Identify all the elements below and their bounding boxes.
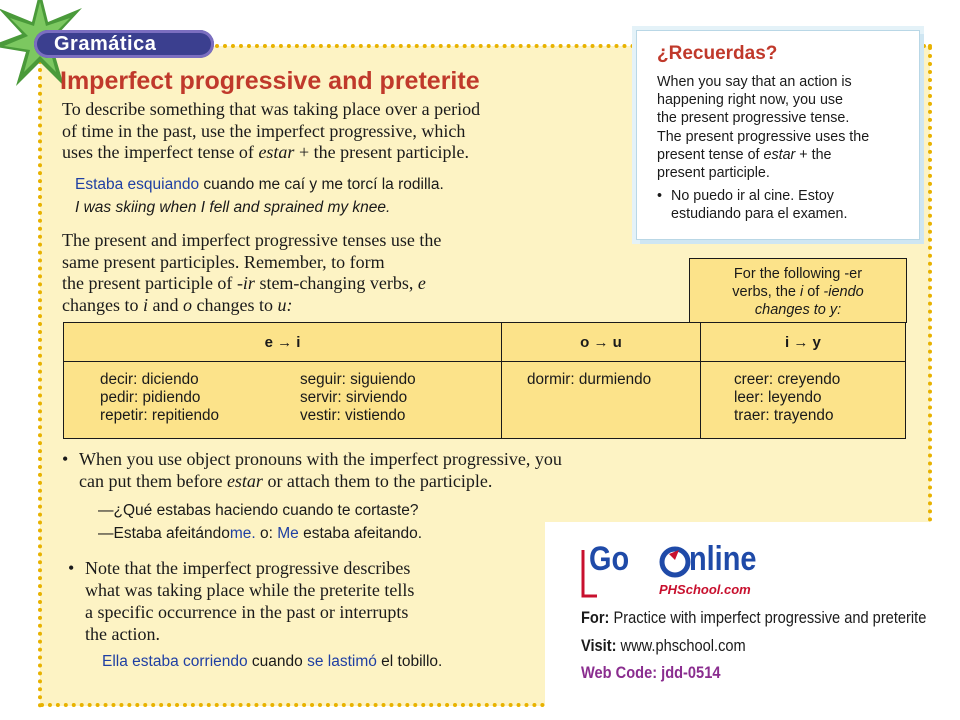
e-i-column-2 <box>300 371 500 425</box>
verb-entry: vestir: vistiendo <box>300 407 406 424</box>
intro-line-1: To describe something that was taking place over a period <box>62 99 481 119</box>
table-row <box>64 362 906 439</box>
para2-text: changes to <box>62 294 143 315</box>
intro-text: + the present participle. <box>294 142 470 162</box>
para2-italic: u: <box>277 294 293 315</box>
table-cell-o-u <box>502 362 701 439</box>
para2-line-2: same present participles. Remember, to form <box>62 251 385 272</box>
intro-text: uses the imperfect tense of <box>62 142 259 162</box>
example-preterite <box>102 653 442 671</box>
bullet-point-1 <box>62 448 562 492</box>
recuerdas-line: The present progressive uses the <box>657 128 870 145</box>
visit-url: www.phschool.com <box>616 636 746 655</box>
bullet1-text: can put them before <box>79 471 227 491</box>
dialogue-text: o: <box>255 525 278 542</box>
table-header-row <box>64 323 906 362</box>
verb-entry: repetir: repitiendo <box>100 407 220 424</box>
bullet1-line-1: When you use object pronouns with the imperfect progressive, you <box>79 449 562 469</box>
go-online-for <box>581 608 926 628</box>
verb-entry: seguir: siguiendo <box>300 371 416 388</box>
go-online-visit[interactable] <box>581 636 746 656</box>
para2-text: changes to <box>192 294 278 315</box>
for-label: For: <box>581 608 610 627</box>
verb-entry: pedir: pidiendo <box>100 389 201 406</box>
note-text: verbs, the <box>732 284 800 300</box>
example-highlight: Estaba esquiando <box>75 176 200 193</box>
para2-line-4 <box>62 295 441 317</box>
dialogue-answer <box>98 525 422 543</box>
para2-italic: -ir <box>236 273 255 293</box>
bullet-point-2 <box>68 557 414 645</box>
example-text: el tobillo. <box>376 653 443 670</box>
for-text: Practice with imperfect progressive and preterite <box>609 608 927 627</box>
recuerdas-line: present participle. <box>657 165 770 182</box>
page-title: Imperfect progressive and preterite <box>60 67 480 95</box>
recuerdas-example-line: estudiando para el examen. <box>671 206 848 223</box>
intro-paragraph <box>62 99 480 164</box>
dotted-border-right <box>928 46 932 522</box>
go-online-box <box>545 522 960 720</box>
bullet2-line-4: the action. <box>85 624 160 644</box>
recuerdas-title: ¿Recuerdas? <box>657 43 778 64</box>
bullet-icon: • <box>657 188 663 204</box>
recuerdas-box <box>636 30 920 240</box>
e-i-column-1 <box>100 371 300 425</box>
section-label: Gramática <box>54 33 157 55</box>
example-highlight: Ella estaba corriendo <box>102 653 248 670</box>
para2-line-3 <box>62 273 441 295</box>
example-text: cuando <box>247 653 308 670</box>
note-text: of <box>803 284 824 300</box>
recuerdas-italic: estar <box>763 146 796 163</box>
bullet-icon: • <box>68 558 75 578</box>
verb-entry: servir: sirviendo <box>300 389 408 406</box>
iy-note <box>689 258 907 323</box>
para2-italic: o <box>183 294 192 315</box>
dialogue-highlight: me. <box>229 525 256 542</box>
para2-text: the present participle of <box>62 273 237 293</box>
table-header-o-u: o → u <box>502 323 701 362</box>
para2-italic: i <box>142 294 148 315</box>
go-online-web-code: Web Code: jdd-0514 <box>581 663 721 682</box>
bullet-icon: • <box>62 449 69 469</box>
go-online-logo-site: PHSchool.com <box>659 582 751 597</box>
table-cell-e-i <box>64 362 502 439</box>
bullet2-line-3: a specific occurrence in the past or interrupts <box>85 602 409 622</box>
recuerdas-body <box>657 73 907 182</box>
note-italic: i <box>800 284 804 300</box>
dialogue-text: —Estaba afeitándo <box>98 525 230 542</box>
recuerdas-line: happening right now, you use <box>657 92 843 109</box>
go-online-logo-nline: nline <box>689 540 757 578</box>
dotted-border-top <box>215 44 635 48</box>
bullet2-line-1: Note that the imperfect progressive describes <box>85 558 411 578</box>
intro-line-3 <box>62 142 480 164</box>
para2-italic: e <box>417 273 426 293</box>
recuerdas-line: the present progressive tense. <box>657 110 850 127</box>
dialogue-question: —¿Qué estabas haciendo cuando te cortaste? <box>98 502 419 519</box>
dialogue-highlight: Me <box>277 525 299 542</box>
note-line-2 <box>690 283 906 301</box>
recuerdas-text: present tense of <box>657 146 764 163</box>
note-italic: -iendo <box>823 284 864 300</box>
verb-entry: leer: leyendo <box>733 389 822 406</box>
verb-entry: decir: diciendo <box>100 371 199 388</box>
example-english <box>75 199 390 217</box>
dialogue-text: estaba afeitando. <box>298 525 423 542</box>
go-online-logo-go: Go <box>589 540 630 578</box>
para2-line-1: The present and imperfect progressive tenses use the <box>62 230 442 250</box>
bullet2-line-2: what was taking place while the preterite tells <box>85 580 415 600</box>
visit-label: Visit: <box>581 636 617 655</box>
bullet1-line-2 <box>79 470 562 492</box>
recuerdas-example <box>657 187 907 223</box>
example-english-text: I was skiing when I fell and sprained my knee. <box>75 199 391 216</box>
stem-change-table <box>63 322 906 439</box>
section-label-pill <box>34 30 214 58</box>
example-spanish <box>75 176 444 194</box>
recuerdas-line: When you say that an action is <box>657 74 852 90</box>
para2-text: stem-changing verbs, <box>254 273 418 293</box>
para2-text: and <box>148 294 183 315</box>
recuerdas-line <box>657 146 907 164</box>
note-line-1: For the following -er <box>733 266 863 282</box>
table-header-e-i: e → i <box>64 323 502 362</box>
intro-line-2: of time in the past, use the imperfect progressive, which <box>62 120 466 141</box>
dotted-border-bottom <box>40 703 545 707</box>
paragraph-2 <box>62 230 441 316</box>
bullet1-text: or attach them to the participle. <box>262 471 493 491</box>
recuerdas-text: + the <box>795 146 832 163</box>
bullet1-italic: estar <box>226 471 263 491</box>
note-line-3: changes to y: <box>754 302 842 318</box>
go-online-logo[interactable] <box>575 532 775 604</box>
intro-italic-word: estar <box>258 142 295 162</box>
verb-entry: traer: trayendo <box>733 407 834 424</box>
verb-entry: creer: creyendo <box>733 371 841 388</box>
dotted-border-left <box>38 60 42 708</box>
recuerdas-example-line: No puedo ir al cine. Estoy <box>671 188 834 204</box>
example-highlight: se lastimó <box>307 653 377 670</box>
example-rest: cuando me caí y me torcí la rodilla. <box>199 176 444 193</box>
table-header-i-y: i → y <box>700 323 905 362</box>
verb-entry: dormir: durmiendo <box>527 371 652 388</box>
table-cell-i-y <box>700 362 905 439</box>
